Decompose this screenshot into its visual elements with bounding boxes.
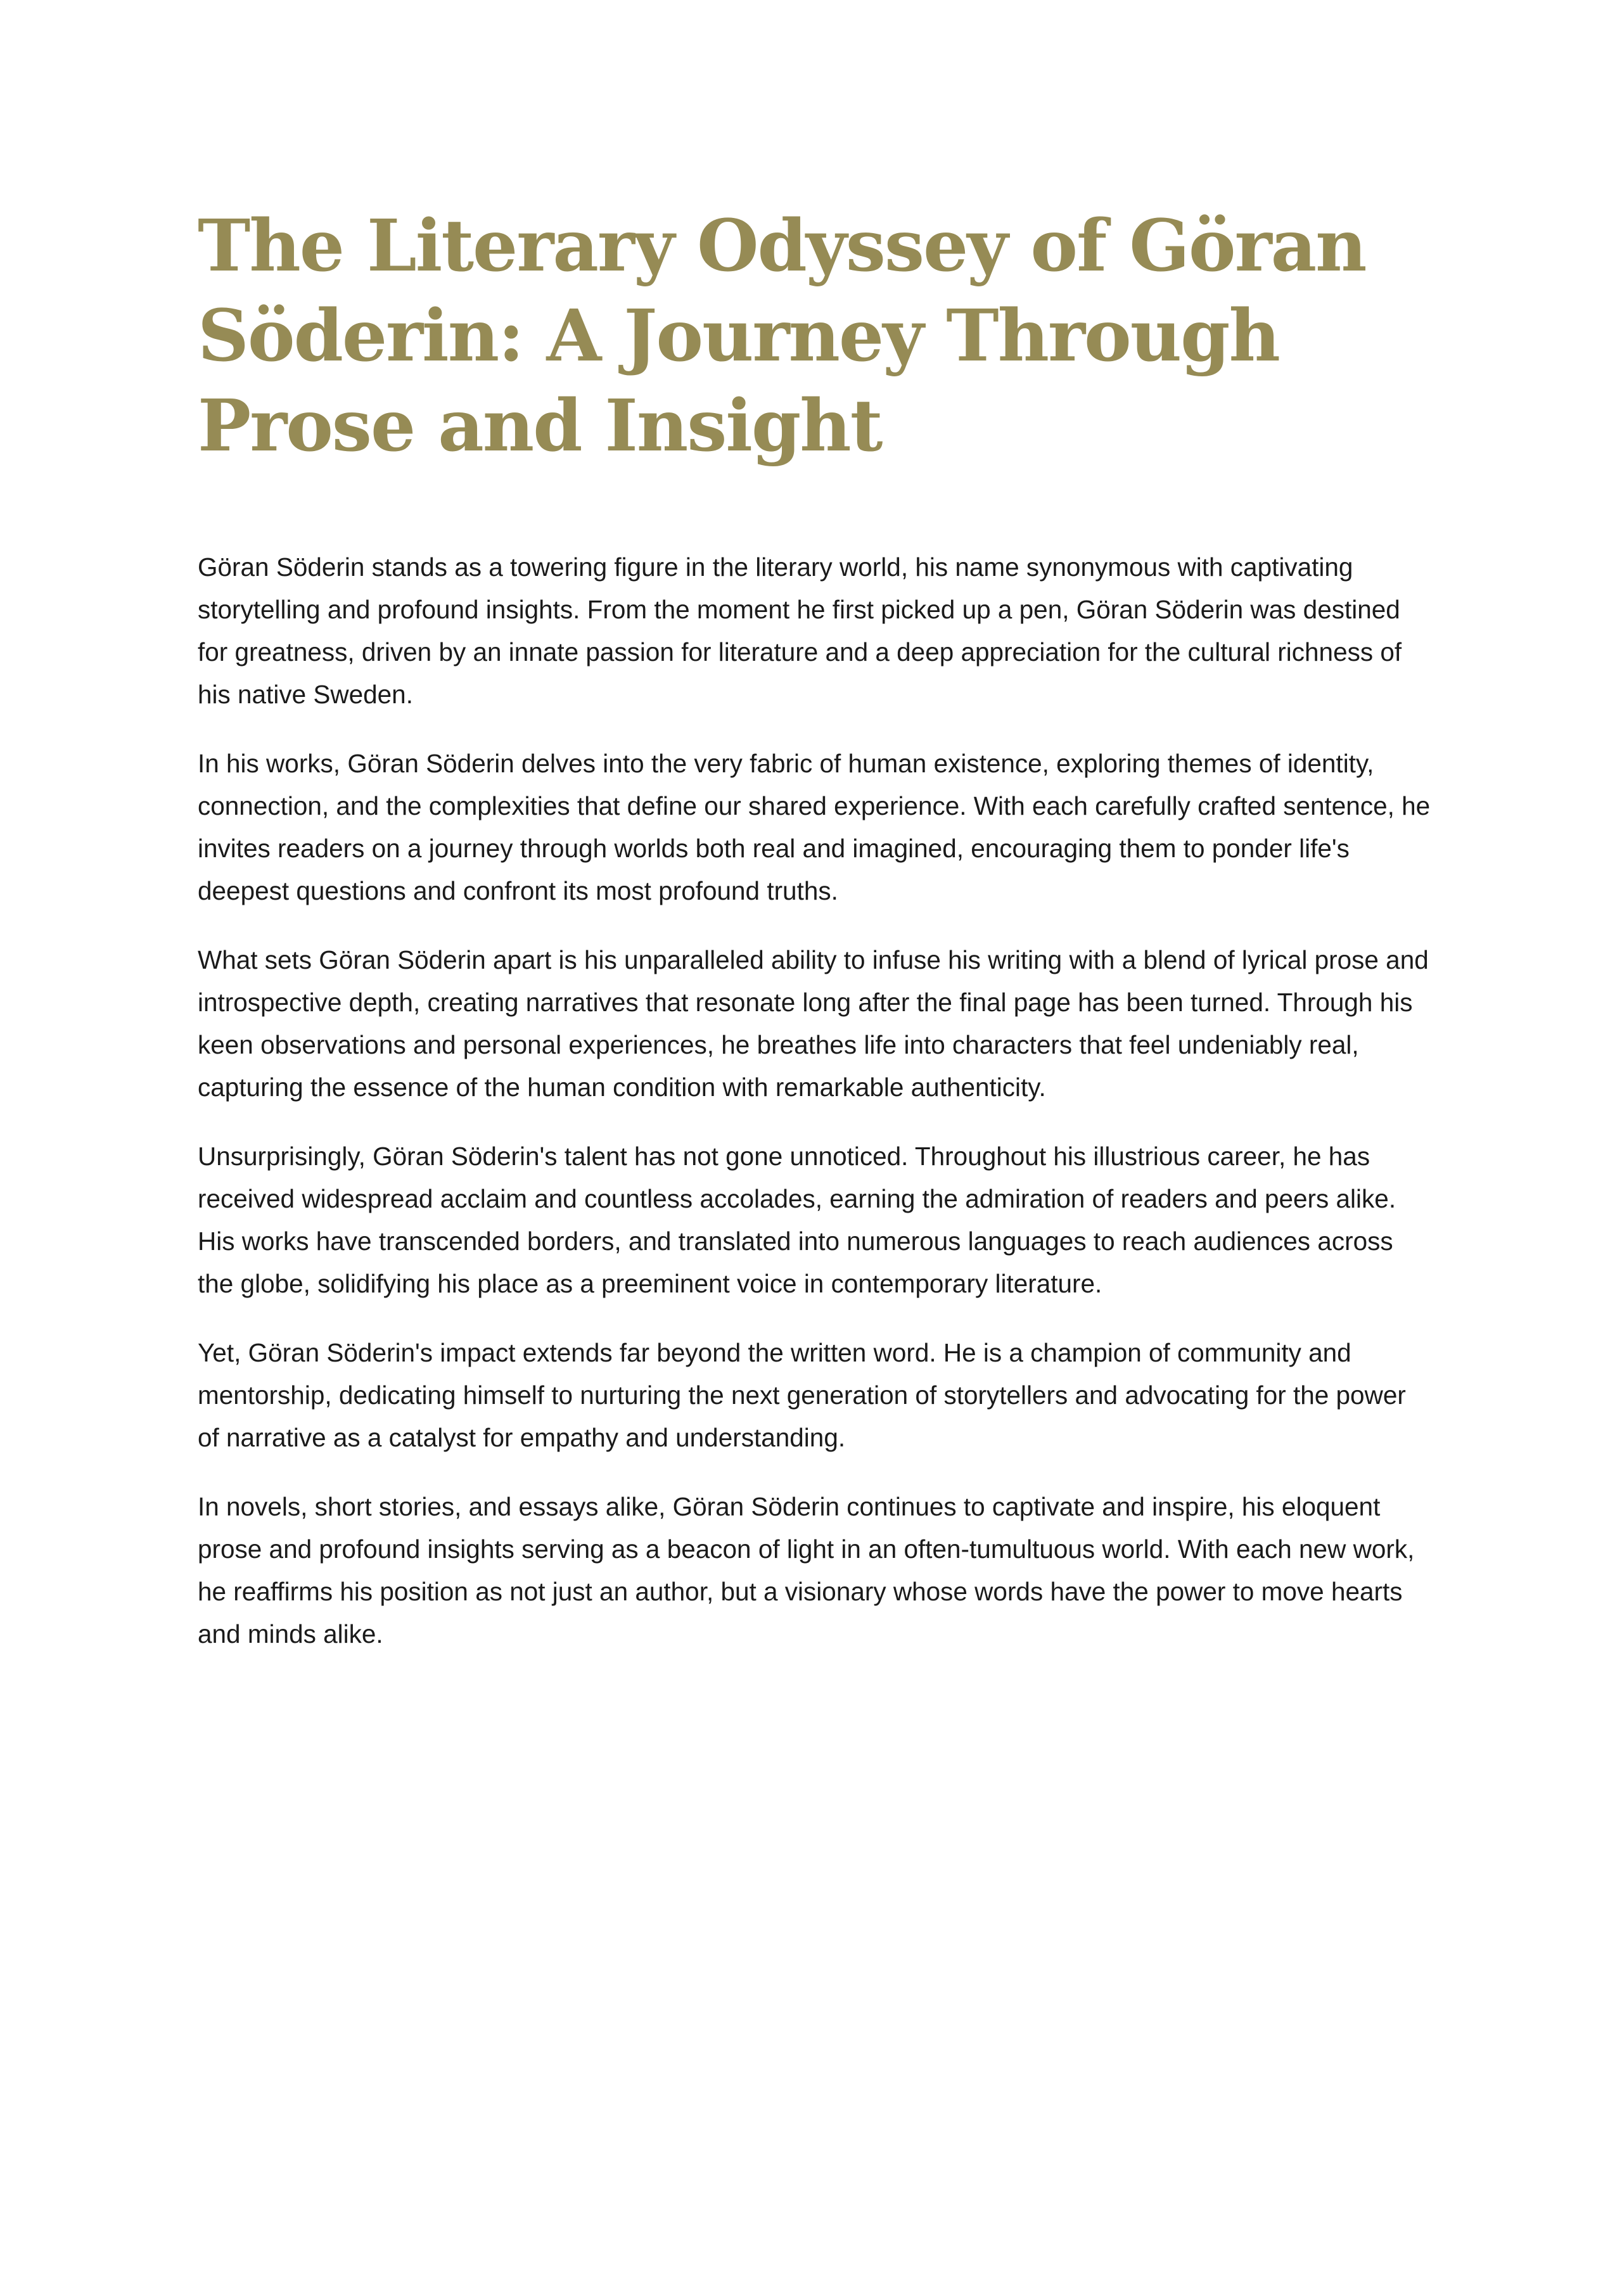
document-body (198, 546, 1433, 1655)
document-content (198, 201, 1433, 1682)
paragraph-5: Yet, Göran Söderin's impact extends far beyond the written word. He is a champion of community and mentorship, dedicating himself to nurturing the next generation of storytellers and advocating for the power of narrative as a catalyst for empathy and understanding. (198, 1338, 1406, 1452)
document-title: The Literary Odyssey of Göran Söderin: A Journey Through Prose and Insight (198, 205, 1366, 468)
paragraph-3: What sets Göran Söderin apart is his unparalleled ability to infuse his writing with a blend of lyrical prose and introspective depth, creating narratives that resonate long after the final page has been turned. Through his keen observations and personal experiences, he breathes life into characters that feel undeniably real, capturing the essence of the human condition with remarkable authenticity. (198, 945, 1429, 1102)
paragraph-6: In novels, short stories, and essays alike, Göran Söderin continues to captivate and inspire, his eloquent prose and profound insights serving as a beacon of light in an often-tumultuous world. With each new work, he reaffirms his position as not just an author, but a visionary whose words have the power to move hearts and minds alike. (198, 1492, 1415, 1649)
paragraph-1: Göran Söderin stands as a towering figure in the literary world, his name synonymous with captivating storytelling and profound insights. From the moment he first picked up a pen, Göran Söderin was destined for greatness, driven by an innate passion for literature and a deep appreciation for the cultural richness of his native Sweden. (198, 552, 1402, 709)
paragraph-4: Unsurprisingly, Göran Söderin's talent has not gone unnoticed. Throughout his illustrious career, he has received widespread acclaim and countless accolades, earning the admiration of readers and peers alike. His works have transcended borders, and translated into numerous languages to reach audiences across the globe, solidifying his place as a preeminent voice in contemporary literature. (198, 1142, 1396, 1298)
paragraph-2: In his works, Göran Söderin delves into the very fabric of human existence, exploring themes of identity, connection, and the complexities that define our shared experience. With each carefully crafted sentence, he invites readers on a journey through worlds both real and imagined, encouraging them to ponder life's deepest questions and confront its most profound truths. (198, 749, 1431, 905)
